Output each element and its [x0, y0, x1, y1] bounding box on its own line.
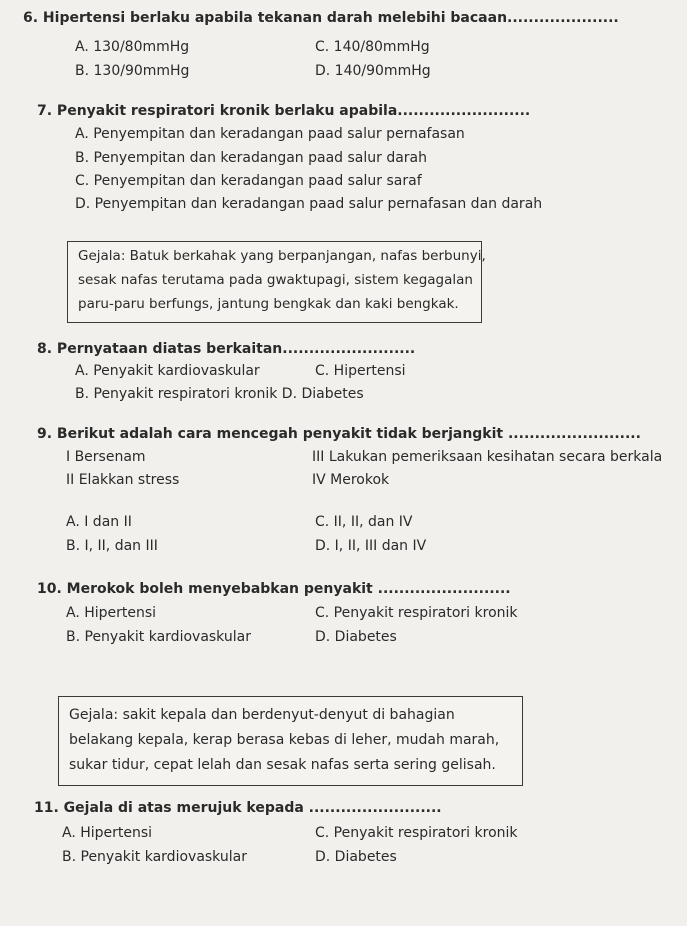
q10-option-b: B. Penyakit kardiovaskular [66, 629, 251, 645]
q11-option-a: A. Hipertensi [62, 825, 153, 841]
symptom-box-2-line-2: belakang kepala, kerap berasa kebas di leher, mudah marah, [69, 732, 500, 748]
q11-option-c: C. Penyakit respiratori kronik [315, 825, 518, 841]
q9-option-d: D. I, II, III dan IV [315, 538, 427, 554]
q8-option-c: C. Hipertensi [315, 363, 406, 379]
q7-option-d: D. Penyempitan dan keradangan paad salur pernafasan dan darah [75, 196, 543, 212]
q9-statement-ii: II Elakkan stress [66, 472, 180, 488]
symptom-box-1-line-2: sesak nafas terutama pada gwaktupagi, sistem kegagalan [78, 272, 473, 288]
question-8: 8. Pernyataan diatas berkaitan......................... [37, 341, 416, 357]
question-7: 7. Penyakit respiratori kronik berlaku apabila......................... [37, 103, 531, 119]
q9-statement-iii: III Lakukan pemeriksaan kesihatan secara berkala [312, 449, 663, 465]
q6-option-d: D. 140/90mmHg [315, 63, 431, 79]
question-11: 11. Gejala di atas merujuk kepada ......................... [34, 800, 442, 816]
q9-statement-i: I Bersenam [66, 449, 146, 465]
symptom-box-1-line-1: Gejala: Batuk berkahak yang berpanjangan, nafas berbunyi, [78, 248, 486, 264]
symptom-box-1 [67, 241, 486, 323]
q11-option-b: B. Penyakit kardiovaskular [62, 849, 247, 865]
q7-option-a: A. Penyempitan dan keradangan paad salur pernafasan [75, 126, 465, 142]
question-10: 10. Merokok boleh menyebabkan penyakit ......................... [37, 581, 511, 597]
q9-option-b: B. I, II, dan III [66, 538, 158, 554]
q10-option-a: A. Hipertensi [66, 605, 157, 621]
q6-option-a: A. 130/80mmHg [75, 39, 190, 55]
question-9: 9. Berikut adalah cara mencegah penyakit tidak berjangkit ......................... [37, 426, 641, 442]
symptom-box-1-line-3: paru-paru berfungs, jantung bengkak dan kaki bengkak. [78, 296, 459, 312]
q8-option-a: A. Penyakit kardiovaskular [75, 363, 260, 379]
symptom-box-2-line-3: sukar tidur, cepat lelah dan sesak nafas serta sering gelisah. [69, 757, 496, 773]
q6-option-b: B. 130/90mmHg [75, 63, 190, 79]
q8-option-b-d: B. Penyakit respiratori kronik D. Diabetes [75, 386, 364, 402]
q11-option-d: D. Diabetes [315, 849, 397, 865]
symptom-box-2 [58, 696, 523, 786]
q10-option-c: C. Penyakit respiratori kronik [315, 605, 518, 621]
q7-option-c: C. Penyempitan dan keradangan paad salur saraf [75, 173, 422, 189]
q6-option-c: C. 140/80mmHg [315, 39, 430, 55]
q7-option-b: B. Penyempitan dan keradangan paad salur darah [75, 150, 428, 166]
symptom-box-2-line-1: Gejala: sakit kepala dan berdenyut-denyut di bahagian [69, 707, 455, 723]
q9-statement-iv: IV Merokok [312, 472, 390, 488]
question-6: 6. Hipertensi berlaku apabila tekanan darah melebihi bacaan..................... [23, 10, 619, 26]
q9-option-a: A. I dan II [66, 514, 132, 530]
q9-option-c: C. II, II, dan IV [315, 514, 413, 530]
q10-option-d: D. Diabetes [315, 629, 397, 645]
